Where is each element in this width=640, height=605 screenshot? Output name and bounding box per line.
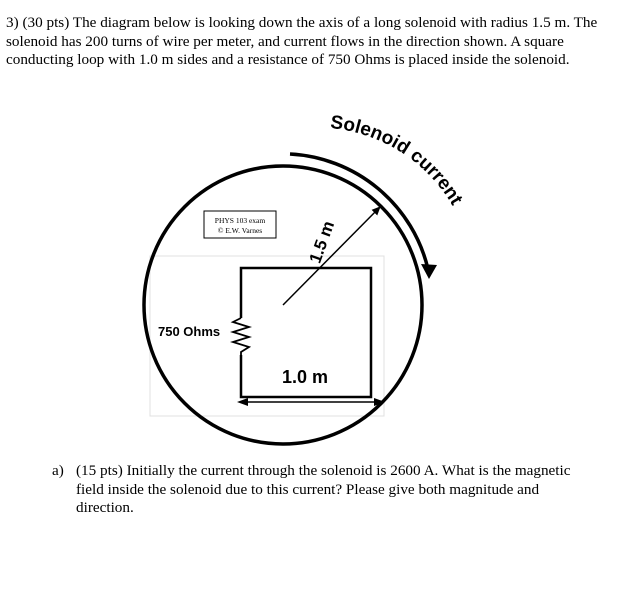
side-length-label: 1.0 m xyxy=(281,367,329,387)
solenoid-current-label: Solenoid current xyxy=(329,111,467,209)
credit-line-1: PHYS 103 exam xyxy=(214,216,266,225)
problem-statement: 3) (30 pts) The diagram below is looking down the axis of a long solenoid with radius 1.5 m. The solenoid has 200 turns of wire per meter, and current flows in the direction shown. A square conducting loop with 1.0 m sides and a resistance of 750 Ohms is placed inside the solenoid. xyxy=(6,14,598,68)
credit-line-2: © E.W. Varnes xyxy=(217,226,263,235)
part-a-label: a) xyxy=(52,462,64,479)
part-a-text: (15 pts) Initially the current through the solenoid is 2600 A. What is the magnetic field inside the solenoid due to this current? Please give both magnitude and direction. xyxy=(76,462,571,516)
radius-label: 1.5 m xyxy=(305,218,339,266)
current-arrowhead xyxy=(421,264,437,279)
resistor-label: 750 Ohms xyxy=(158,324,221,339)
